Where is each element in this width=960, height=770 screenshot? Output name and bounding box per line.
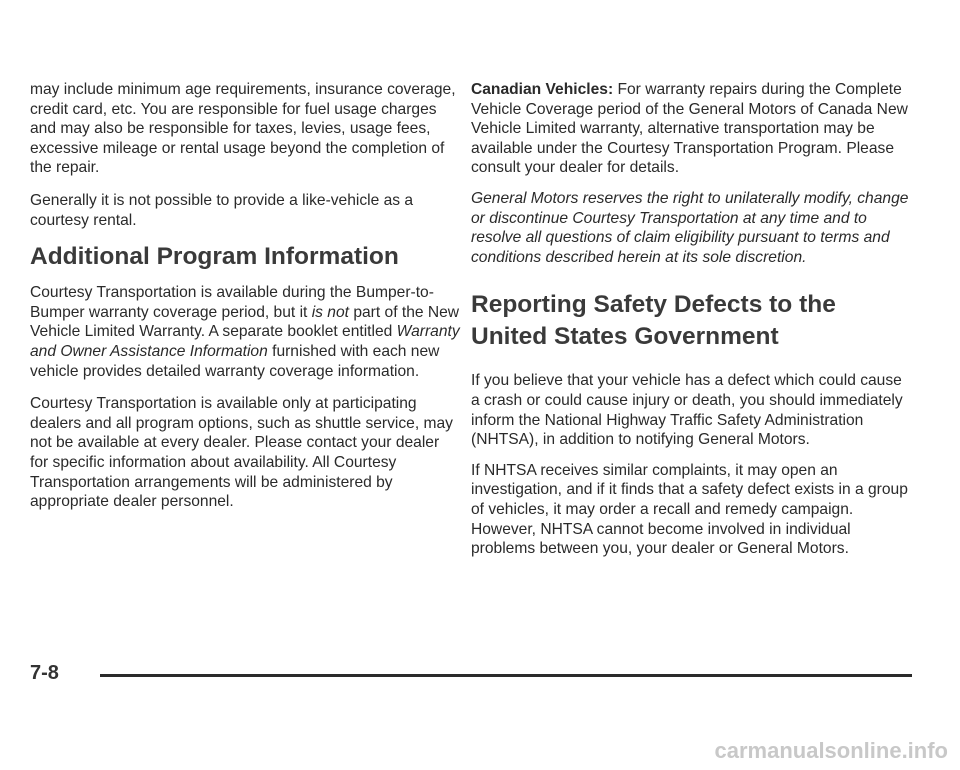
heading-additional-program-information: Additional Program Information xyxy=(30,243,399,271)
paragraph-inform-nhtsa: If you believe that your vehicle has a defect which could cause a crash or could cause injury or death, you should immediately inform the National Highway Traffic Safety Administration (NHTSA), in addition to notifying General Motors. xyxy=(471,372,903,449)
paragraph-coverage-period: Courtesy Transportation is available during the Bumper-to-Bumper warranty coverage period, but it is not part of the New Vehicle Limited Warranty. A separate booklet entitled Warranty and Owner Assistance Information furnished with each new vehicle provides detailed warranty coverage information. xyxy=(30,284,460,380)
footer-rule xyxy=(100,674,912,677)
paragraph-like-vehicle: Generally it is not possible to provide a like-vehicle as a courtesy rental. xyxy=(30,191,414,229)
paragraph-disclaimer: General Motors reserves the right to unilaterally modify, change or discontinue Courtesy Transportation at any time and to resolve all questions of claim eligibility pursuant to terms and conditions described herein at its sole discretion. xyxy=(471,189,909,266)
paragraph-requirements: may include minimum age requirements, insurance coverage, credit card, etc. You are responsible for fuel usage charges and may also be responsible for taxes, levies, usage fees, excessive mileage or rental usage beyond the completion of the repair. xyxy=(30,81,456,177)
paragraph-participating-dealers: Courtesy Transportation is available only at participating dealers and all program options, such as shuttle service, may not be available at every dealer. Please contact your dealer for specific information about availability. All Courtesy Transportation arrangements will be administered by appropriate dealer personnel. xyxy=(30,395,453,511)
heading-reporting-safety-defects: Reporting Safety Defects to the United States Government xyxy=(471,291,836,351)
watermark: carmanualsonline.info xyxy=(714,738,948,763)
paragraph-nhtsa-investigation: If NHTSA receives similar complaints, it may open an investigation, and if it finds that a safety defect exists in a group of vehicles, it may order a recall and remedy campaign. However, NHTSA cannot become involved in individual problems between you, your dealer or General Motors. xyxy=(471,461,908,558)
booklet-title: Warranty and Owner Assistance Information xyxy=(30,323,460,360)
left-column xyxy=(30,80,460,525)
page-footer xyxy=(30,662,910,692)
page-number: 7-8 xyxy=(30,662,59,684)
canadian-vehicles-label: Canadian Vehicles: xyxy=(471,81,614,98)
emphasis-is-not: is not xyxy=(311,303,349,321)
paragraph-canadian-vehicles: Canadian Vehicles: For warranty repairs during the Complete Vehicle Coverage period of the General Motors of Canada New Vehicle Limited warranty, alternative transportation may be available under the Courtesy Transportation Program. Please consult your dealer for details. xyxy=(471,81,908,177)
right-column xyxy=(471,80,911,570)
